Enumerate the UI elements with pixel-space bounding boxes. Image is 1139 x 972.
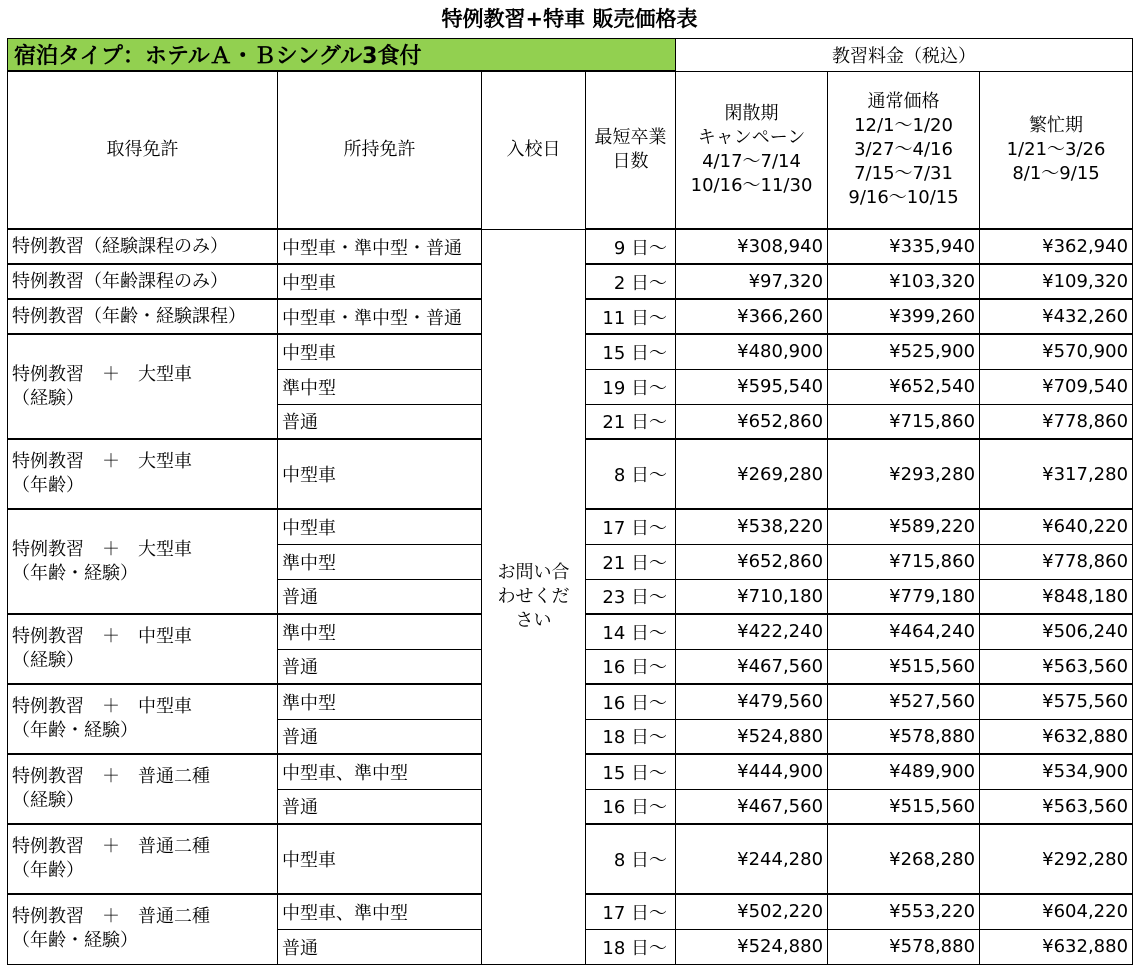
text-line: キャンペーン bbox=[697, 126, 806, 148]
held-license-cell: 中型車・準中型・普通 bbox=[278, 229, 482, 264]
text-line: 特例教習 ＋ 普通二種 bbox=[12, 906, 210, 928]
regular-price-cell: ¥715,860 bbox=[828, 404, 980, 439]
text-line: さい bbox=[515, 609, 552, 631]
text-line: 10/16～11/30 bbox=[690, 174, 813, 196]
offpeak-price-cell: ¥444,900 bbox=[676, 754, 828, 789]
acquire-license-cell bbox=[8, 754, 278, 824]
text-line: （年齢・経験） bbox=[12, 720, 138, 741]
regular-price-cell: ¥103,320 bbox=[828, 264, 980, 299]
offpeak-price-cell: ¥269,280 bbox=[676, 439, 828, 509]
regular-price-cell: ¥268,280 bbox=[828, 824, 980, 894]
text-line: 特例教習（年齢・経験課程） bbox=[12, 305, 246, 327]
regular-price-cell: ¥515,560 bbox=[828, 789, 980, 824]
peak-price-cell: ¥432,260 bbox=[980, 299, 1133, 334]
peak-price-cell: ¥848,180 bbox=[980, 579, 1133, 614]
peak-price-cell: ¥317,280 bbox=[980, 439, 1133, 509]
min-days-cell: 11 日～ bbox=[586, 299, 676, 334]
peak-price-cell: ¥709,540 bbox=[980, 369, 1133, 404]
held-license-cell: 中型車 bbox=[278, 334, 482, 369]
text-line: 閑散期 bbox=[724, 102, 779, 124]
min-days-cell: 17 日～ bbox=[586, 894, 676, 929]
offpeak-price-cell: ¥524,880 bbox=[676, 719, 828, 754]
held-license-cell: 普通 bbox=[278, 579, 482, 614]
held-license-cell: 準中型 bbox=[278, 614, 482, 649]
regular-price-cell: ¥515,560 bbox=[828, 649, 980, 684]
peak-price-cell: ¥604,220 bbox=[980, 894, 1133, 929]
page-title: 特例教習+特車 販売価格表 bbox=[441, 7, 698, 31]
text-line: （年齢） bbox=[12, 860, 84, 881]
text-line: （年齢） bbox=[12, 475, 84, 496]
text-line: （経験） bbox=[12, 387, 84, 409]
held-license-cell: 中型車 bbox=[278, 264, 482, 299]
fee-header: 教習料金（税込） bbox=[676, 39, 1133, 72]
text-line: 特例教習 ＋ 普通二種 bbox=[12, 766, 210, 787]
price-table bbox=[7, 38, 1133, 965]
text-line: 3/27～4/16 bbox=[854, 138, 953, 160]
min-days-cell: 23 日～ bbox=[586, 579, 676, 614]
acquire-license-cell bbox=[8, 334, 278, 439]
peak-price-cell: ¥570,900 bbox=[980, 334, 1133, 369]
regular-price-cell: ¥578,880 bbox=[828, 929, 980, 964]
peak-price-cell: ¥632,880 bbox=[980, 719, 1133, 754]
min-days-cell: 16 日～ bbox=[586, 684, 676, 719]
offpeak-price-cell: ¥652,860 bbox=[676, 544, 828, 579]
text-line: 9/16～10/15 bbox=[848, 186, 959, 208]
header-offpeak bbox=[676, 71, 828, 229]
offpeak-price-cell: ¥467,560 bbox=[676, 789, 828, 824]
text-line: 通常価格 bbox=[867, 90, 940, 112]
min-days-cell: 8 日～ bbox=[586, 439, 676, 509]
peak-price-cell: ¥362,940 bbox=[980, 229, 1133, 264]
acquire-license-cell bbox=[8, 684, 278, 754]
text-line: わせくだ bbox=[497, 585, 570, 607]
offpeak-price-cell: ¥524,880 bbox=[676, 929, 828, 964]
text-line: 特例教習 ＋ 中型車 bbox=[12, 626, 192, 647]
min-days-cell: 14 日～ bbox=[586, 614, 676, 649]
min-days-cell: 21 日～ bbox=[586, 404, 676, 439]
header-min-days bbox=[586, 71, 676, 229]
header-regular bbox=[828, 71, 980, 229]
text-line: 最短卒業 bbox=[594, 127, 667, 148]
held-license-cell: 中型車、準中型 bbox=[278, 754, 482, 789]
offpeak-price-cell: ¥538,220 bbox=[676, 509, 828, 544]
acquire-license-cell bbox=[8, 509, 278, 614]
text-line: （年齢・経験） bbox=[12, 930, 138, 952]
text-line: （経験） bbox=[12, 790, 84, 811]
text-line: 日数 bbox=[612, 151, 649, 172]
offpeak-price-cell: ¥308,940 bbox=[676, 229, 828, 264]
acquire-license-cell bbox=[8, 894, 278, 964]
regular-price-cell: ¥553,220 bbox=[828, 894, 980, 929]
peak-price-cell: ¥506,240 bbox=[980, 614, 1133, 649]
min-days-cell: 17 日～ bbox=[586, 509, 676, 544]
enroll-date-note bbox=[482, 229, 586, 964]
text-line: 8/1～9/15 bbox=[1012, 162, 1100, 184]
text-line: 特例教習（年齢課程のみ） bbox=[12, 270, 228, 292]
header-acquire: 取得免許 bbox=[8, 71, 278, 229]
offpeak-price-cell: ¥366,260 bbox=[676, 299, 828, 334]
text-line: 繁忙期 bbox=[1029, 114, 1084, 136]
text-line: 特例教習 ＋ 中型車 bbox=[12, 696, 192, 717]
table-row bbox=[8, 229, 1133, 264]
offpeak-price-cell: ¥422,240 bbox=[676, 614, 828, 649]
peak-price-cell: ¥778,860 bbox=[980, 544, 1133, 579]
peak-price-cell: ¥534,900 bbox=[980, 754, 1133, 789]
regular-price-cell: ¥652,540 bbox=[828, 369, 980, 404]
text-line: 特例教習 ＋ 大型車 bbox=[12, 363, 192, 385]
peak-price-cell: ¥563,560 bbox=[980, 789, 1133, 824]
regular-price-cell: ¥527,560 bbox=[828, 684, 980, 719]
regular-price-cell: ¥715,860 bbox=[828, 544, 980, 579]
text-line: 7/15～7/31 bbox=[854, 162, 953, 184]
min-days-cell: 18 日～ bbox=[586, 929, 676, 964]
acquire-license-cell bbox=[8, 299, 278, 334]
peak-price-cell: ¥632,880 bbox=[980, 929, 1133, 964]
text-line: お問い合 bbox=[497, 561, 570, 583]
held-license-cell: 中型車 bbox=[278, 824, 482, 894]
regular-price-cell: ¥489,900 bbox=[828, 754, 980, 789]
min-days-cell: 15 日～ bbox=[586, 754, 676, 789]
accommodation-type-label: 宿泊タイプ：ホテルＡ・Ｂシングル3食付 bbox=[8, 39, 676, 72]
offpeak-price-cell: ¥595,540 bbox=[676, 369, 828, 404]
regular-price-cell: ¥293,280 bbox=[828, 439, 980, 509]
acquire-license-cell bbox=[8, 614, 278, 684]
min-days-cell: 16 日～ bbox=[586, 789, 676, 824]
acquire-license-cell bbox=[8, 824, 278, 894]
held-license-cell: 中型車 bbox=[278, 439, 482, 509]
text-line: 特例教習 ＋ 大型車 bbox=[12, 538, 192, 560]
held-license-cell: 準中型 bbox=[278, 369, 482, 404]
regular-price-cell: ¥399,260 bbox=[828, 299, 980, 334]
min-days-cell: 21 日～ bbox=[586, 544, 676, 579]
offpeak-price-cell: ¥244,280 bbox=[676, 824, 828, 894]
offpeak-price-cell: ¥652,860 bbox=[676, 404, 828, 439]
text-line: 特例教習（経験課程のみ） bbox=[12, 235, 228, 257]
header-held: 所持免許 bbox=[278, 71, 482, 229]
regular-price-cell: ¥335,940 bbox=[828, 229, 980, 264]
acquire-license-cell bbox=[8, 229, 278, 264]
header-peak bbox=[980, 71, 1133, 229]
held-license-cell: 中型車、準中型 bbox=[278, 894, 482, 929]
peak-price-cell: ¥640,220 bbox=[980, 509, 1133, 544]
offpeak-price-cell: ¥710,180 bbox=[676, 579, 828, 614]
held-license-cell: 中型車・準中型・普通 bbox=[278, 299, 482, 334]
held-license-cell: 普通 bbox=[278, 404, 482, 439]
held-license-cell: 準中型 bbox=[278, 684, 482, 719]
offpeak-price-cell: ¥479,560 bbox=[676, 684, 828, 719]
offpeak-price-cell: ¥467,560 bbox=[676, 649, 828, 684]
min-days-cell: 15 日～ bbox=[586, 334, 676, 369]
offpeak-price-cell: ¥502,220 bbox=[676, 894, 828, 929]
held-license-cell: 普通 bbox=[278, 649, 482, 684]
peak-price-cell: ¥292,280 bbox=[980, 824, 1133, 894]
text-line: 1/21～3/26 bbox=[1006, 138, 1106, 160]
acquire-license-cell bbox=[8, 439, 278, 509]
text-line: 特例教習 ＋ 普通二種 bbox=[12, 836, 210, 857]
held-license-cell: 普通 bbox=[278, 789, 482, 824]
text-line: （経験） bbox=[12, 650, 84, 671]
min-days-cell: 8 日～ bbox=[586, 824, 676, 894]
regular-price-cell: ¥589,220 bbox=[828, 509, 980, 544]
min-days-cell: 2 日～ bbox=[586, 264, 676, 299]
text-line: 特例教習 ＋ 大型車 bbox=[12, 451, 192, 472]
regular-price-cell: ¥525,900 bbox=[828, 334, 980, 369]
held-license-cell: 中型車 bbox=[278, 509, 482, 544]
held-license-cell: 普通 bbox=[278, 929, 482, 964]
held-license-cell: 準中型 bbox=[278, 544, 482, 579]
peak-price-cell: ¥109,320 bbox=[980, 264, 1133, 299]
regular-price-cell: ¥779,180 bbox=[828, 579, 980, 614]
peak-price-cell: ¥575,560 bbox=[980, 684, 1133, 719]
held-license-cell: 普通 bbox=[278, 719, 482, 754]
regular-price-cell: ¥464,240 bbox=[828, 614, 980, 649]
text-line: 12/1～1/20 bbox=[854, 114, 953, 136]
min-days-cell: 19 日～ bbox=[586, 369, 676, 404]
text-line: （年齢・経験） bbox=[12, 562, 138, 584]
offpeak-price-cell: ¥97,320 bbox=[676, 264, 828, 299]
min-days-cell: 18 日～ bbox=[586, 719, 676, 754]
peak-price-cell: ¥778,860 bbox=[980, 404, 1133, 439]
min-days-cell: 16 日～ bbox=[586, 649, 676, 684]
min-days-cell: 9 日～ bbox=[586, 229, 676, 264]
peak-price-cell: ¥563,560 bbox=[980, 649, 1133, 684]
header-enroll: 入校日 bbox=[482, 71, 586, 229]
regular-price-cell: ¥578,880 bbox=[828, 719, 980, 754]
offpeak-price-cell: ¥480,900 bbox=[676, 334, 828, 369]
text-line: 4/17～7/14 bbox=[702, 150, 801, 172]
acquire-license-cell bbox=[8, 264, 278, 299]
